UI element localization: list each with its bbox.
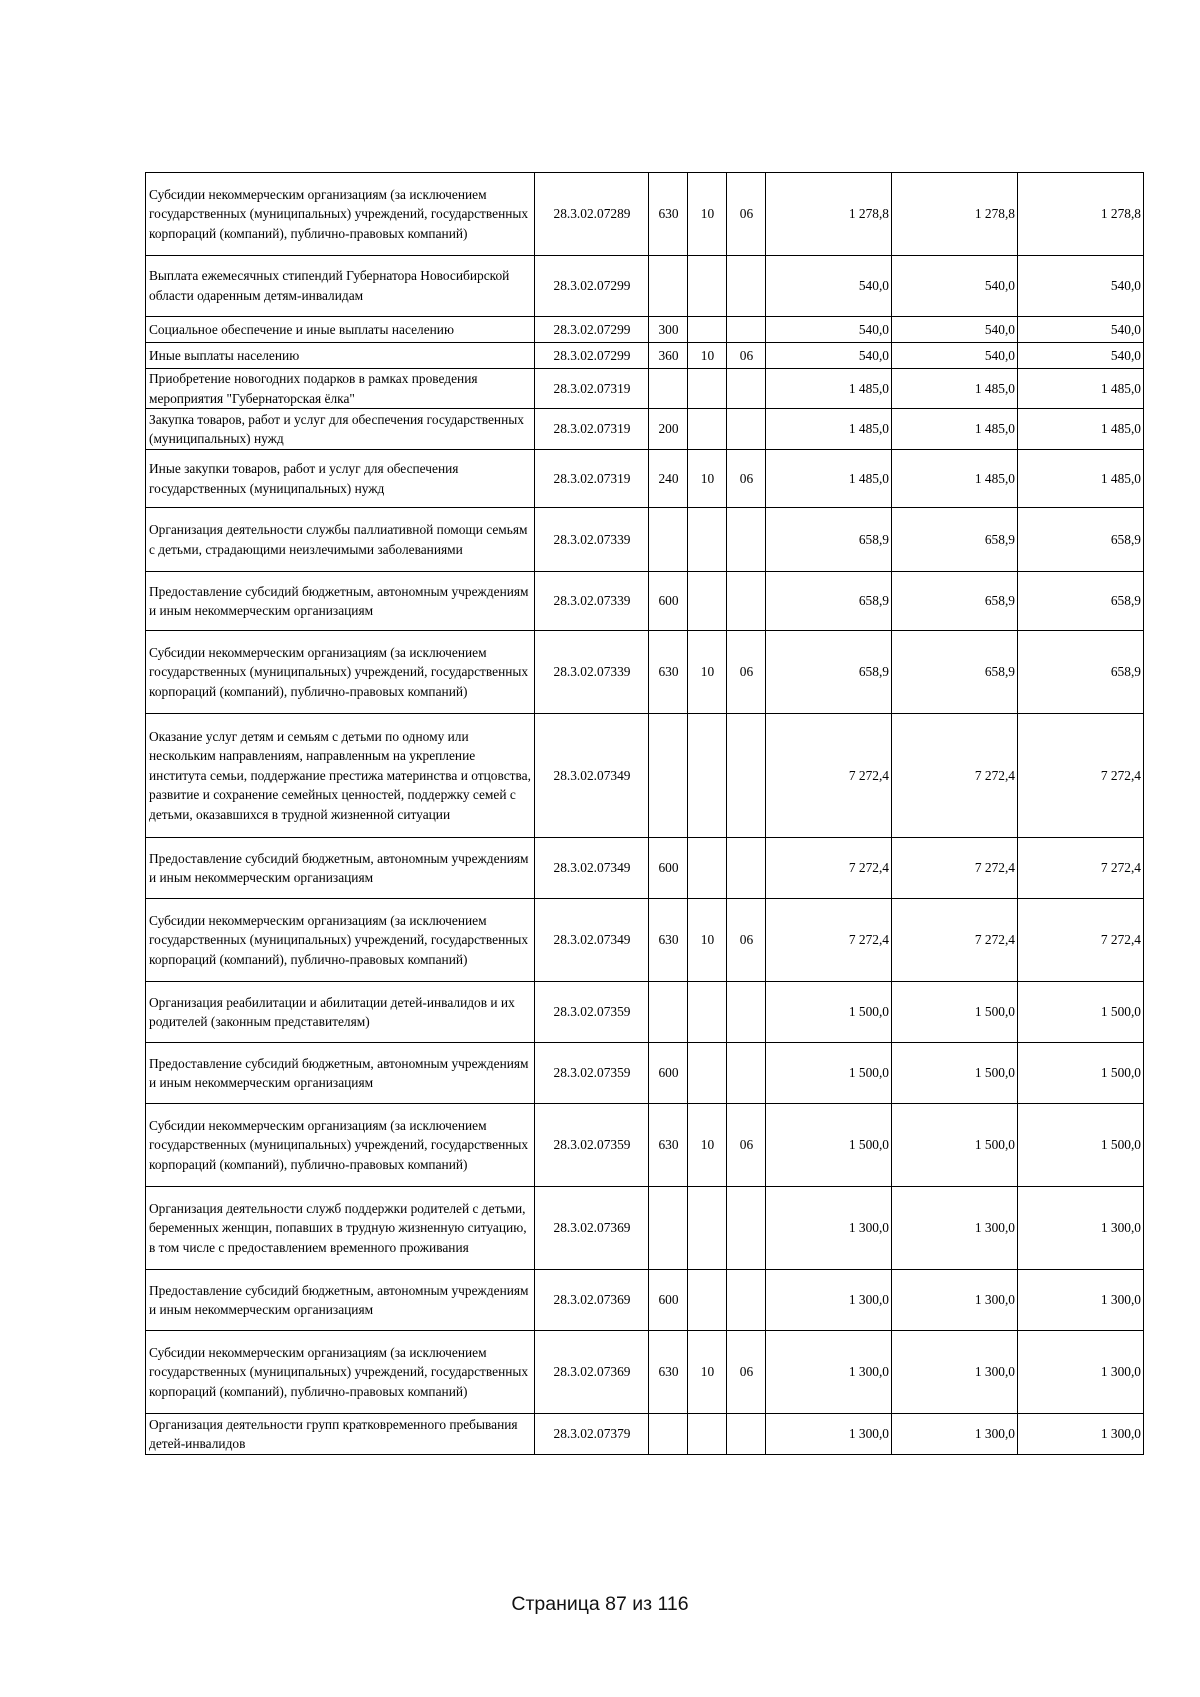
amount-2: 540,0	[892, 343, 1018, 369]
expense-type: 300	[649, 317, 688, 343]
item-name: Предоставление субсидий бюджетным, автономным учреждениям и иным некоммерческим организациям	[146, 572, 535, 631]
expense-type: 600	[649, 1043, 688, 1104]
item-name: Социальное обеспечение и иные выплаты населению	[146, 317, 535, 343]
item-name: Иные выплаты населению	[146, 343, 535, 369]
table-row	[146, 631, 1144, 714]
expense-type	[649, 256, 688, 317]
amount-3: 658,9	[1018, 631, 1144, 714]
amount-2: 658,9	[892, 631, 1018, 714]
amount-3: 7 272,4	[1018, 838, 1144, 899]
section	[688, 317, 727, 343]
amount-3: 540,0	[1018, 256, 1144, 317]
amount-1: 658,9	[766, 631, 892, 714]
expense-type: 240	[649, 450, 688, 508]
item-name: Иные закупки товаров, работ и услуг для обеспечения государственных (муниципальных) нужд	[146, 450, 535, 508]
amount-1: 1 485,0	[766, 450, 892, 508]
item-name: Предоставление субсидий бюджетным, автономным учреждениям и иным некоммерческим организациям	[146, 1270, 535, 1331]
amount-1: 1 485,0	[766, 369, 892, 409]
subsection: 06	[727, 173, 766, 256]
section	[688, 369, 727, 409]
expense-type: 600	[649, 1270, 688, 1331]
table-row	[146, 899, 1144, 982]
subsection	[727, 1270, 766, 1331]
expense-type: 630	[649, 173, 688, 256]
target-code: 28.3.02.07349	[535, 714, 649, 838]
amount-3: 1 300,0	[1018, 1331, 1144, 1414]
amount-1: 7 272,4	[766, 714, 892, 838]
section	[688, 1414, 727, 1455]
target-code: 28.3.02.07289	[535, 173, 649, 256]
target-code: 28.3.02.07339	[535, 508, 649, 572]
table-row	[146, 173, 1144, 256]
section: 10	[688, 1331, 727, 1414]
table-row	[146, 256, 1144, 317]
amount-2: 658,9	[892, 508, 1018, 572]
subsection	[727, 369, 766, 409]
section: 10	[688, 631, 727, 714]
target-code: 28.3.02.07349	[535, 838, 649, 899]
item-name: Субсидии некоммерческим организациям (за исключением государственных (муниципальных) учреждений, государственных корпораций (компаний), публично-правовых компаний)	[146, 899, 535, 982]
item-name: Предоставление субсидий бюджетным, автономным учреждениям и иным некоммерческим организациям	[146, 1043, 535, 1104]
amount-3: 540,0	[1018, 343, 1144, 369]
section	[688, 982, 727, 1043]
item-name: Оказание услуг детям и семьям с детьми по одному или нескольким направлениям, направленным на укрепление института семьи, поддержание престижа материнства и отцовства, развитие и сохранение семейных ценностей, поддержку семей с детьми, оказавшихся в трудной жизненной ситуации	[146, 714, 535, 838]
item-name: Субсидии некоммерческим организациям (за исключением государственных (муниципальных) учреждений, государственных корпораций (компаний), публично-правовых компаний)	[146, 173, 535, 256]
expense-type	[649, 508, 688, 572]
amount-2: 1 278,8	[892, 173, 1018, 256]
table-row	[146, 1187, 1144, 1270]
amount-1: 1 500,0	[766, 982, 892, 1043]
amount-3: 7 272,4	[1018, 899, 1144, 982]
amount-1: 1 300,0	[766, 1270, 892, 1331]
target-code: 28.3.02.07339	[535, 572, 649, 631]
table-row	[146, 508, 1144, 572]
amount-2: 1 485,0	[892, 369, 1018, 409]
amount-3: 1 500,0	[1018, 982, 1144, 1043]
target-code: 28.3.02.07349	[535, 899, 649, 982]
table-row	[146, 369, 1144, 409]
subsection	[727, 714, 766, 838]
amount-2: 1 500,0	[892, 982, 1018, 1043]
table-row	[146, 572, 1144, 631]
expense-type: 630	[649, 899, 688, 982]
target-code: 28.3.02.07299	[535, 256, 649, 317]
subsection	[727, 1043, 766, 1104]
amount-2: 658,9	[892, 572, 1018, 631]
section	[688, 508, 727, 572]
amount-2: 1 500,0	[892, 1104, 1018, 1187]
table-row	[146, 317, 1144, 343]
subsection	[727, 1187, 766, 1270]
amount-3: 1 500,0	[1018, 1104, 1144, 1187]
subsection	[727, 409, 766, 450]
target-code: 28.3.02.07369	[535, 1270, 649, 1331]
amount-2: 7 272,4	[892, 714, 1018, 838]
item-name: Субсидии некоммерческим организациям (за исключением государственных (муниципальных) учреждений, государственных корпораций (компаний), публично-правовых компаний)	[146, 1331, 535, 1414]
expense-type: 630	[649, 631, 688, 714]
expense-type: 360	[649, 343, 688, 369]
amount-3: 1 485,0	[1018, 369, 1144, 409]
expense-type: 600	[649, 572, 688, 631]
table-row	[146, 343, 1144, 369]
subsection: 06	[727, 1104, 766, 1187]
section	[688, 572, 727, 631]
item-name: Организация деятельности групп кратковременного пребывания детей-инвалидов	[146, 1414, 535, 1455]
table-row	[146, 1043, 1144, 1104]
amount-3: 658,9	[1018, 508, 1144, 572]
item-name: Приобретение новогодних подарков в рамках проведения мероприятия "Губернаторская ёлка"	[146, 369, 535, 409]
amount-1: 1 300,0	[766, 1331, 892, 1414]
amount-3: 1 300,0	[1018, 1414, 1144, 1455]
target-code: 28.3.02.07369	[535, 1187, 649, 1270]
item-name: Организация реабилитации и абилитации детей-инвалидов и их родителей (законным представителям)	[146, 982, 535, 1043]
amount-1: 1 500,0	[766, 1104, 892, 1187]
subsection: 06	[727, 450, 766, 508]
subsection: 06	[727, 1331, 766, 1414]
amount-1: 1 300,0	[766, 1187, 892, 1270]
target-code: 28.3.02.07339	[535, 631, 649, 714]
amount-2: 1 485,0	[892, 450, 1018, 508]
amount-1: 1 300,0	[766, 1414, 892, 1455]
amount-2: 1 300,0	[892, 1414, 1018, 1455]
section: 10	[688, 1104, 727, 1187]
expense-type: 630	[649, 1331, 688, 1414]
section: 10	[688, 343, 727, 369]
table-row	[146, 450, 1144, 508]
table-row	[146, 1270, 1144, 1331]
expense-type	[649, 982, 688, 1043]
subsection: 06	[727, 343, 766, 369]
target-code: 28.3.02.07369	[535, 1331, 649, 1414]
item-name: Субсидии некоммерческим организациям (за исключением государственных (муниципальных) учреждений, государственных корпораций (компаний), публично-правовых компаний)	[146, 631, 535, 714]
item-name: Организация деятельности служб поддержки родителей с детьми, беременных женщин, попавших в трудную жизненную ситуацию, в том числе с предоставлением временного проживания	[146, 1187, 535, 1270]
target-code: 28.3.02.07299	[535, 343, 649, 369]
amount-1: 7 272,4	[766, 899, 892, 982]
subsection: 06	[727, 631, 766, 714]
amount-1: 540,0	[766, 343, 892, 369]
amount-1: 540,0	[766, 256, 892, 317]
expense-type	[649, 714, 688, 838]
section	[688, 1187, 727, 1270]
expense-type	[649, 369, 688, 409]
amount-2: 540,0	[892, 317, 1018, 343]
amount-2: 7 272,4	[892, 899, 1018, 982]
amount-1: 7 272,4	[766, 838, 892, 899]
section	[688, 838, 727, 899]
table-row	[146, 1104, 1144, 1187]
amount-1: 1 500,0	[766, 1043, 892, 1104]
expense-type: 630	[649, 1104, 688, 1187]
amount-3: 658,9	[1018, 572, 1144, 631]
section	[688, 1043, 727, 1104]
amount-1: 1 278,8	[766, 173, 892, 256]
subsection	[727, 982, 766, 1043]
subsection	[727, 838, 766, 899]
amount-2: 1 300,0	[892, 1331, 1018, 1414]
budget-table	[145, 172, 1144, 1455]
amount-3: 540,0	[1018, 317, 1144, 343]
amount-3: 1 278,8	[1018, 173, 1144, 256]
subsection	[727, 572, 766, 631]
amount-3: 1 300,0	[1018, 1270, 1144, 1331]
expense-type	[649, 1187, 688, 1270]
amount-2: 540,0	[892, 256, 1018, 317]
target-code: 28.3.02.07319	[535, 369, 649, 409]
target-code: 28.3.02.07359	[535, 982, 649, 1043]
amount-1: 658,9	[766, 508, 892, 572]
section	[688, 409, 727, 450]
table-row	[146, 982, 1144, 1043]
item-name: Организация деятельности службы паллиативной помощи семьям с детьми, страдающими неизлечимыми заболеваниями	[146, 508, 535, 572]
section: 10	[688, 899, 727, 982]
item-name: Предоставление субсидий бюджетным, автономным учреждениям и иным некоммерческим организациям	[146, 838, 535, 899]
expense-type: 200	[649, 409, 688, 450]
subsection	[727, 256, 766, 317]
target-code: 28.3.02.07319	[535, 450, 649, 508]
section: 10	[688, 450, 727, 508]
target-code: 28.3.02.07319	[535, 409, 649, 450]
item-name: Субсидии некоммерческим организациям (за исключением государственных (муниципальных) учреждений, государственных корпораций (компаний), публично-правовых компаний)	[146, 1104, 535, 1187]
amount-1: 540,0	[766, 317, 892, 343]
expense-type	[649, 1414, 688, 1455]
section	[688, 1270, 727, 1331]
target-code: 28.3.02.07359	[535, 1104, 649, 1187]
target-code: 28.3.02.07359	[535, 1043, 649, 1104]
amount-2: 1 300,0	[892, 1187, 1018, 1270]
amount-3: 1 485,0	[1018, 450, 1144, 508]
section	[688, 256, 727, 317]
expense-type: 600	[649, 838, 688, 899]
target-code: 28.3.02.07379	[535, 1414, 649, 1455]
item-name: Выплата ежемесячных стипендий Губернатора Новосибирской области одаренным детям-инвалидам	[146, 256, 535, 317]
section	[688, 714, 727, 838]
table-row	[146, 838, 1144, 899]
item-name: Закупка товаров, работ и услуг для обеспечения государственных (муниципальных) нужд	[146, 409, 535, 450]
target-code: 28.3.02.07299	[535, 317, 649, 343]
table-row	[146, 409, 1144, 450]
subsection	[727, 1414, 766, 1455]
amount-3: 1 485,0	[1018, 409, 1144, 450]
table-row	[146, 1331, 1144, 1414]
amount-1: 1 485,0	[766, 409, 892, 450]
amount-2: 7 272,4	[892, 838, 1018, 899]
amount-2: 1 485,0	[892, 409, 1018, 450]
amount-3: 1 500,0	[1018, 1043, 1144, 1104]
subsection: 06	[727, 899, 766, 982]
subsection	[727, 508, 766, 572]
amount-2: 1 500,0	[892, 1043, 1018, 1104]
amount-1: 658,9	[766, 572, 892, 631]
amount-3: 7 272,4	[1018, 714, 1144, 838]
subsection	[727, 317, 766, 343]
page-number: Страница 87 из 116	[511, 1593, 689, 1615]
table-row	[146, 1414, 1144, 1455]
section: 10	[688, 173, 727, 256]
table-row	[146, 714, 1144, 838]
amount-2: 1 300,0	[892, 1270, 1018, 1331]
amount-3: 1 300,0	[1018, 1187, 1144, 1270]
